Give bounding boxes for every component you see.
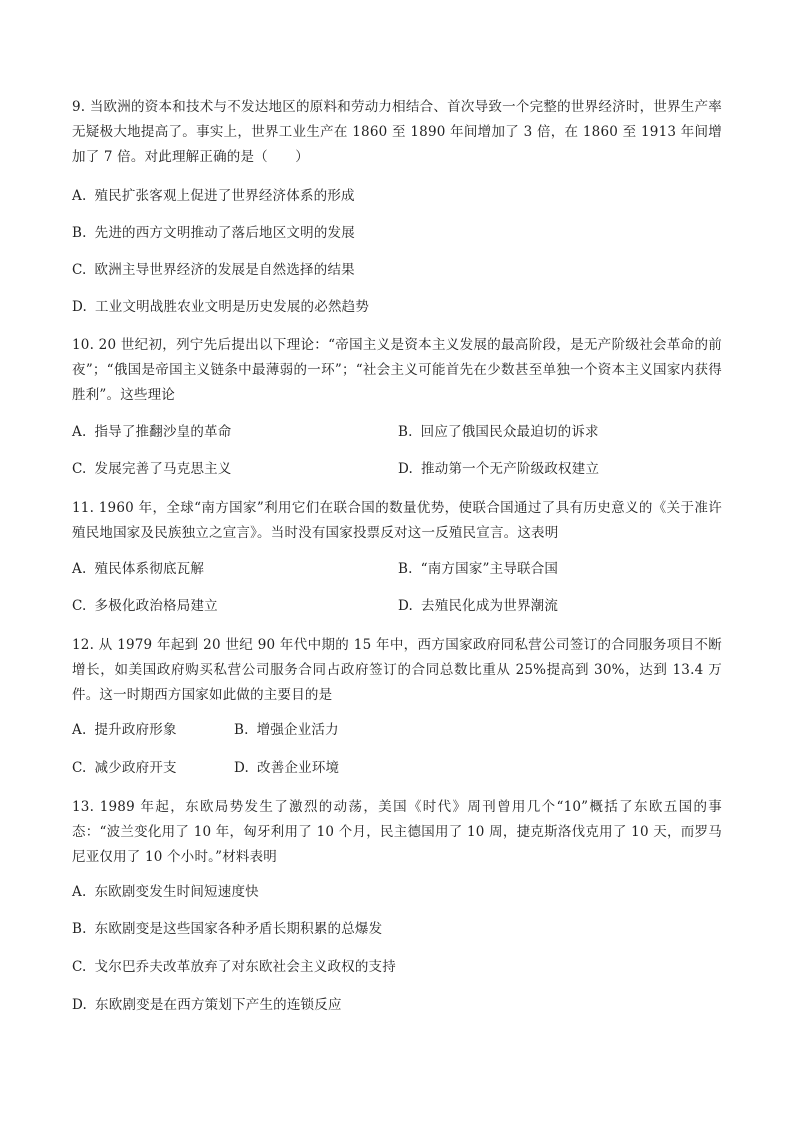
question-13-option-a — [72, 882, 259, 902]
option-label: B. — [234, 722, 249, 738]
question-12-option-a — [72, 720, 177, 740]
option-label: C. — [72, 598, 87, 614]
question-13-stem: 13. 1989 年起，东欧局势发生了激烈的动荡，美国《时代》周刊曾用几个“10”概括了东欧五国的事态：“波兰变化用了 10 年，匈牙利用了 10 个月，民主德国用了 10 周，捷克斯洛伐克用了 10 天，而罗马尼亚仅用了 10 个小时。”材料表明 — [72, 799, 722, 865]
option-text: 戈尔巴乔夫改革放弃了对东欧社会主义政权的支持 — [94, 959, 396, 975]
option-label: A. — [72, 561, 87, 577]
option-text: 减少政府开支 — [94, 760, 177, 776]
question-9-option-c — [72, 260, 355, 280]
question-11-option-c — [72, 596, 218, 616]
option-label: A. — [72, 722, 87, 738]
option-label: D. — [72, 299, 88, 315]
question-10-stem: 10. 20 世纪初，列宁先后提出以下理论：“帝国主义是资本主义发展的最高阶段，是无产阶级社会革命的前夜”；“俄国是帝国主义链条中最薄弱的一环”；“社会主义可能首先在少数甚至单独一个资本主义国家内获得胜利”。这些理论 — [72, 337, 722, 403]
option-label: C. — [72, 959, 87, 975]
question-12-stem: 12. 从 1979 年起到 20 世纪 90 年代中期的 15 年中，西方国家政府同私营公司签订的合同服务项目不断增长，如美国政府购买私营公司服务合同占政府签订的合同总数比重从 25%提高到 30%，达到 13.4 万件。这一时期西方国家如此做的主要目的是 — [72, 637, 722, 703]
option-label: D. — [72, 997, 88, 1013]
option-label: D. — [398, 598, 414, 614]
option-label: A. — [72, 424, 87, 440]
option-text: 东欧剧变是这些国家各种矛盾长期积累的总爆发 — [94, 921, 383, 937]
option-text: 发展完善了马克思主义 — [94, 461, 232, 477]
option-text: 东欧剧变是在西方策划下产生的连锁反应 — [95, 997, 342, 1013]
option-text: 殖民扩张客观上促进了世界经济体系的形成 — [94, 188, 355, 204]
question-13-option-b — [72, 919, 382, 939]
question-10-option-a — [72, 422, 231, 442]
option-label: D. — [398, 461, 414, 477]
question-9-option-b — [72, 223, 355, 243]
option-text: 推动第一个无产阶级政权建立 — [421, 461, 600, 477]
option-text: 殖民体系彻底瓦解 — [94, 561, 205, 577]
option-label: B. — [398, 424, 413, 440]
question-10-option-c — [72, 459, 232, 479]
option-text: 去殖民化成为世界潮流 — [421, 598, 559, 614]
question-12-option-c — [72, 758, 177, 778]
option-text: 东欧剧变发生时间短速度快 — [94, 884, 259, 900]
question-12-option-d — [234, 758, 339, 778]
question-11-option-a — [72, 559, 204, 579]
question-13-option-d — [72, 995, 342, 1015]
option-label: C. — [72, 262, 87, 278]
question-9-option-d — [72, 297, 369, 317]
option-text: 指导了推翻沙皇的革命 — [94, 424, 232, 440]
option-text: 欧洲主导世界经济的发展是自然选择的结果 — [94, 262, 355, 278]
question-9-stem: 9. 当欧洲的资本和技术与不发达地区的原料和劳动力相结合、首次导致一个完整的世界经济时，世界生产率无疑极大地提高了。事实上，世界工业生产在 1860 至 1890 年间增加了 3 倍，在 1860 至 1913 年间增加了 7 倍。对此理解正确的是（ ） — [72, 99, 722, 165]
option-text: 工业文明战胜农业文明是历史发展的必然趋势 — [95, 299, 370, 315]
option-text: 提升政府形象 — [94, 722, 177, 738]
option-text: 增强企业活力 — [256, 722, 339, 738]
option-label: A. — [72, 884, 87, 900]
question-13-option-c — [72, 957, 396, 977]
option-label: C. — [72, 760, 87, 776]
question-12-option-b — [234, 720, 339, 740]
question-9-option-a — [72, 186, 355, 206]
option-label: B. — [72, 921, 87, 937]
option-label: B. — [398, 561, 413, 577]
option-text: 先进的西方文明推动了落后地区文明的发展 — [94, 225, 355, 241]
option-label: C. — [72, 461, 87, 477]
question-10-option-b — [398, 422, 599, 442]
option-text: 改善企业环境 — [257, 760, 340, 776]
option-label: B. — [72, 225, 87, 241]
option-text: “南方国家”主导联合国 — [420, 561, 559, 577]
option-label: D. — [234, 760, 250, 776]
option-label: A. — [72, 188, 87, 204]
option-text: 多极化政治格局建立 — [94, 598, 218, 614]
question-11-option-d — [398, 596, 558, 616]
question-11-option-b — [398, 559, 558, 579]
question-11-stem: 11. 1960 年，全球“南方国家”利用它们在联合国的数量优势，使联合国通过了具有历史意义的《关于准许殖民地国家及民族独立之宣言》。当时没有国家投票反对这一反殖民宣言。这表明 — [72, 500, 722, 541]
question-10-option-d — [398, 459, 599, 479]
option-text: 回应了俄国民众最迫切的诉求 — [420, 424, 599, 440]
